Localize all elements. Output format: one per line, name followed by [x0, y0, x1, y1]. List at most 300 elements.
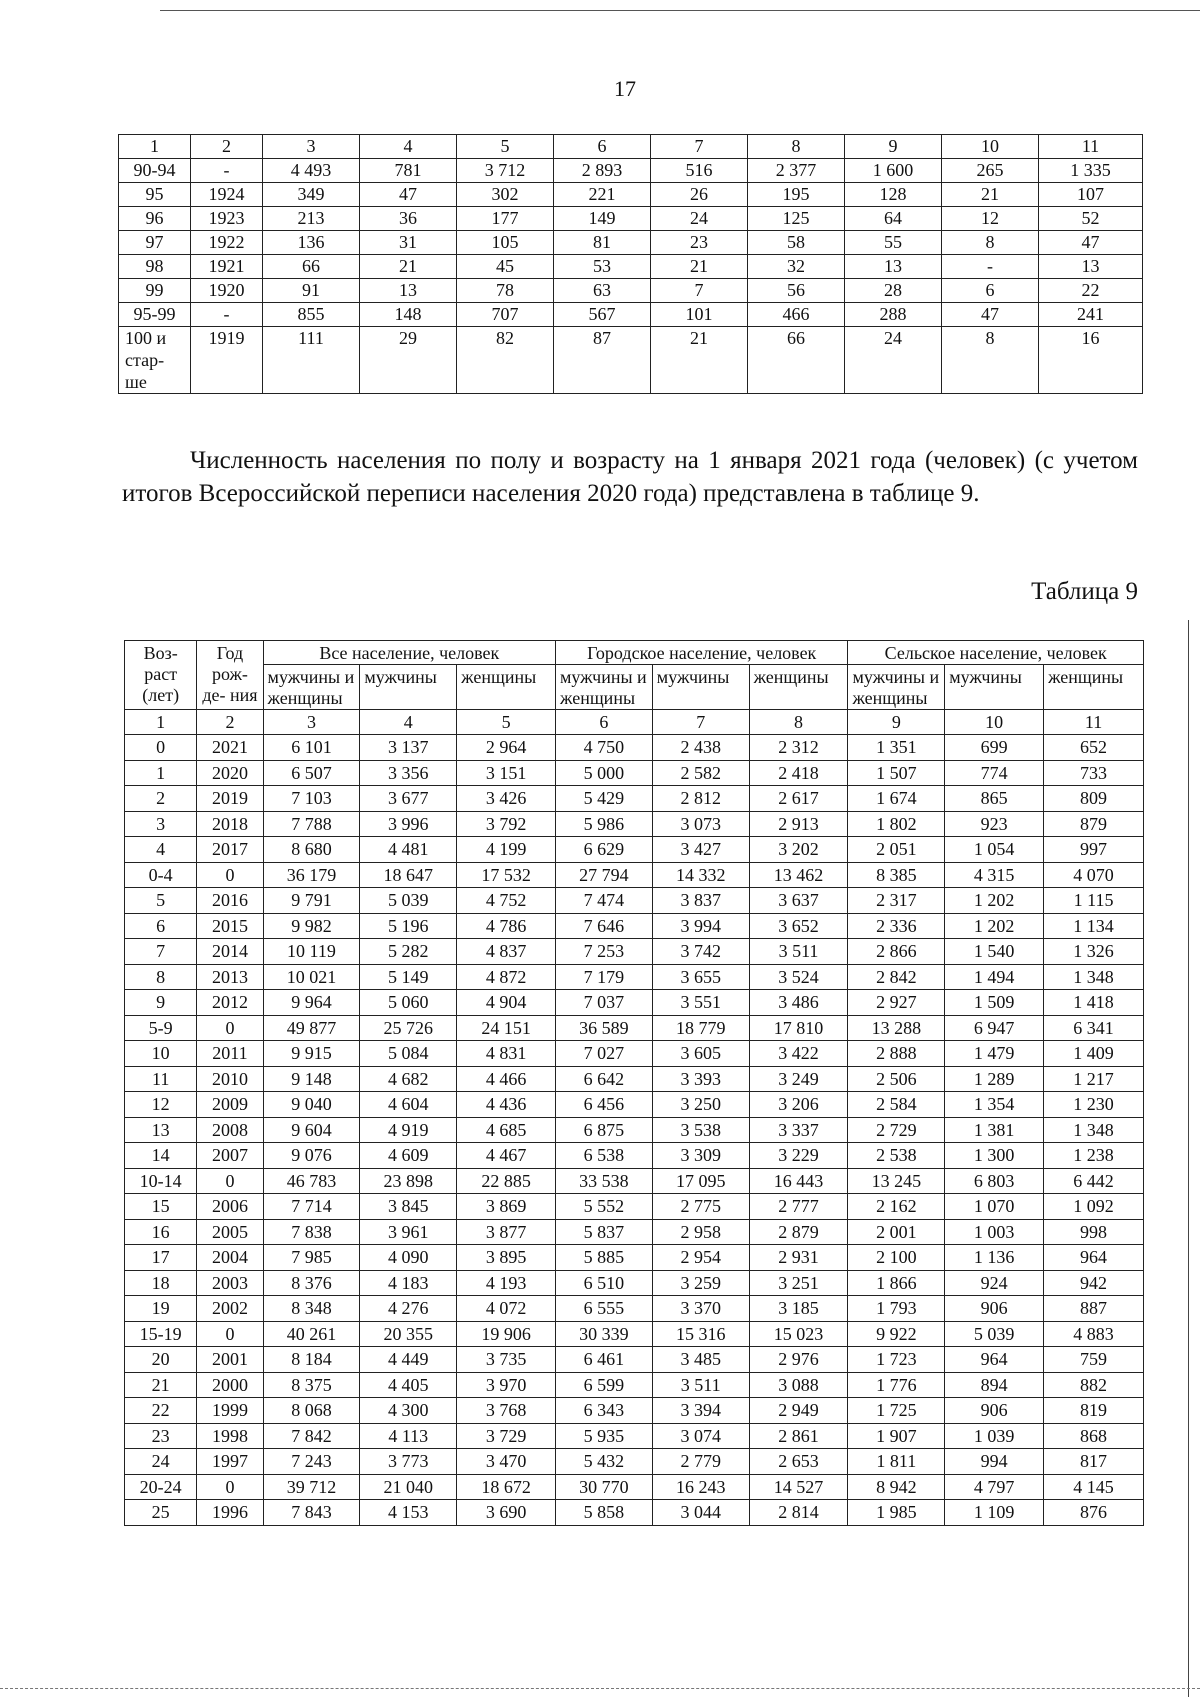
column-number-cell: 10 — [942, 135, 1039, 159]
table-cell: 2014 — [197, 939, 263, 965]
column-number-cell: 8 — [749, 710, 848, 735]
table-cell: 21 — [942, 183, 1039, 207]
table-cell: 4 604 — [360, 1092, 457, 1118]
table-cell: 1 418 — [1044, 990, 1144, 1016]
table-cell: 2 976 — [749, 1347, 848, 1373]
table-cell: 195 — [748, 183, 845, 207]
table-cell: 2007 — [197, 1143, 263, 1169]
table-cell: 2 377 — [748, 159, 845, 183]
table-cell: 8 376 — [263, 1270, 360, 1296]
table-cell: 1 217 — [1044, 1066, 1144, 1092]
table-cell: 774 — [945, 760, 1044, 786]
table-row — [119, 159, 1143, 183]
table-cell: 5 935 — [556, 1423, 653, 1449]
table-cell: 5 432 — [556, 1449, 653, 1475]
table-cell: 2 001 — [848, 1219, 945, 1245]
table-cell: 23 — [125, 1423, 197, 1449]
table-cell: 20 355 — [360, 1321, 457, 1347]
table-cell: 18 672 — [457, 1474, 556, 1500]
table-cell: 3 970 — [457, 1372, 556, 1398]
table-cell: 3 370 — [652, 1296, 749, 1322]
table-cell: 4 466 — [457, 1066, 556, 1092]
table-cell: 1997 — [197, 1449, 263, 1475]
table-cell: 2 312 — [749, 735, 848, 761]
table-cell: 1 509 — [945, 990, 1044, 1016]
table-cell: 855 — [263, 303, 360, 327]
column-number-cell: 1 — [125, 710, 197, 735]
table-cell: 2 931 — [749, 1245, 848, 1271]
table-cell: 3 729 — [457, 1423, 556, 1449]
column-number-row — [119, 135, 1143, 159]
table-cell: 2019 — [197, 786, 263, 812]
table-cell: 2 729 — [848, 1117, 945, 1143]
table-cell: 1 092 — [1044, 1194, 1144, 1220]
table-cell: 81 — [554, 231, 651, 255]
table-cell: 2 964 — [457, 735, 556, 761]
table-cell: 1 348 — [1044, 1117, 1144, 1143]
table-cell: 906 — [945, 1398, 1044, 1424]
table-cell: 1 351 — [848, 735, 945, 761]
table-cell: 7 474 — [556, 888, 653, 914]
table-cell: 998 — [1044, 1219, 1144, 1245]
table-caption: Таблица 9 — [1031, 578, 1138, 605]
table-cell: 4 436 — [457, 1092, 556, 1118]
table-cell: 10 — [125, 1041, 197, 1067]
table-cell: 1923 — [191, 207, 263, 231]
table-cell: 15 — [125, 1194, 197, 1220]
table-cell: 30 770 — [556, 1474, 653, 1500]
table-cell: 21 040 — [360, 1474, 457, 1500]
table-cell: 4 113 — [360, 1423, 457, 1449]
table-cell: 16 243 — [652, 1474, 749, 1500]
table-cell: 9 922 — [848, 1321, 945, 1347]
table-row — [125, 990, 1144, 1016]
column-number-cell: 9 — [845, 135, 942, 159]
table-cell: 2021 — [197, 735, 263, 761]
table-cell: 1 230 — [1044, 1092, 1144, 1118]
table-cell: 149 — [554, 207, 651, 231]
table-cell: 47 — [1039, 231, 1143, 255]
table-cell: 3 735 — [457, 1347, 556, 1373]
column-number-cell: 7 — [652, 710, 749, 735]
table-cell: 6 456 — [556, 1092, 653, 1118]
table-cell: 882 — [1044, 1372, 1144, 1398]
header-rural-men: мужчины — [945, 665, 1044, 710]
table-cell: 0 — [197, 862, 263, 888]
table-cell: 2008 — [197, 1117, 263, 1143]
table-cell: 3 996 — [360, 811, 457, 837]
table-cell: 3 511 — [749, 939, 848, 965]
table-cell: 2 775 — [652, 1194, 749, 1220]
table-cell: 3 677 — [360, 786, 457, 812]
table-cell: 2001 — [197, 1347, 263, 1373]
header-urban-women: женщины — [749, 665, 848, 710]
table-cell: 1 003 — [945, 1219, 1044, 1245]
table-cell: 53 — [554, 255, 651, 279]
table-row — [119, 231, 1143, 255]
table-row — [119, 207, 1143, 231]
header-urban-both: мужчины и женщины — [556, 665, 653, 710]
table-cell: 3 742 — [652, 939, 749, 965]
table-cell: 9 — [125, 990, 197, 1016]
table-cell: 1 136 — [945, 1245, 1044, 1271]
table-cell: 1 070 — [945, 1194, 1044, 1220]
table-row — [125, 786, 1144, 812]
table-cell: 2016 — [197, 888, 263, 914]
table-cell: 516 — [651, 159, 748, 183]
table-cell: 21 — [360, 255, 457, 279]
table-cell: 942 — [1044, 1270, 1144, 1296]
table-cell: 5 986 — [556, 811, 653, 837]
table-cell: 90-94 — [119, 159, 191, 183]
table-cell: 8 — [942, 327, 1039, 394]
table-cell: 2018 — [197, 811, 263, 837]
table-cell: 63 — [554, 279, 651, 303]
table-cell: 3 259 — [652, 1270, 749, 1296]
table-cell: 924 — [945, 1270, 1044, 1296]
table-cell: 3 426 — [457, 786, 556, 812]
table-cell: 14 — [125, 1143, 197, 1169]
table-row — [125, 1041, 1144, 1067]
table-cell: 21 — [651, 255, 748, 279]
table-cell: 47 — [942, 303, 1039, 327]
column-number-cell: 9 — [848, 710, 945, 735]
table-cell: 3 792 — [457, 811, 556, 837]
table-cell: 15 316 — [652, 1321, 749, 1347]
table-cell: 6 101 — [263, 735, 360, 761]
table-cell: 7 985 — [263, 1245, 360, 1271]
table-cell: 733 — [1044, 760, 1144, 786]
table-cell: 6 341 — [1044, 1015, 1144, 1041]
table-cell: 27 794 — [556, 862, 653, 888]
table-cell: 136 — [263, 231, 360, 255]
table-cell: 2 418 — [749, 760, 848, 786]
table-cell: 7 253 — [556, 939, 653, 965]
table-cell: 1 802 — [848, 811, 945, 837]
table-cell: 47 — [360, 183, 457, 207]
table-cell: - — [191, 159, 263, 183]
table-cell: 4 919 — [360, 1117, 457, 1143]
table-cell: 5 196 — [360, 913, 457, 939]
table-cell: 3 044 — [652, 1500, 749, 1526]
table-cell: 3 551 — [652, 990, 749, 1016]
table-cell: 994 — [945, 1449, 1044, 1475]
column-number-cell: 5 — [457, 135, 554, 159]
table-cell: 5 060 — [360, 990, 457, 1016]
table-cell: 64 — [845, 207, 942, 231]
table-cell: 288 — [845, 303, 942, 327]
table-cell: 8 680 — [263, 837, 360, 863]
table-cell: 2002 — [197, 1296, 263, 1322]
table-cell: 4 315 — [945, 862, 1044, 888]
table-cell: 9 964 — [263, 990, 360, 1016]
table-cell: 2 949 — [749, 1398, 848, 1424]
column-number-cell: 11 — [1039, 135, 1143, 159]
table-cell: 8 385 — [848, 862, 945, 888]
table-cell: 1 134 — [1044, 913, 1144, 939]
table-cell: 1 540 — [945, 939, 1044, 965]
table-cell: 2004 — [197, 1245, 263, 1271]
table-cell: 2 336 — [848, 913, 945, 939]
table-cell: 36 — [360, 207, 457, 231]
table-cell: 1 776 — [848, 1372, 945, 1398]
table-cell: 3 652 — [749, 913, 848, 939]
table-row — [125, 1296, 1144, 1322]
table-cell: 7 843 — [263, 1500, 360, 1526]
table-cell: 2020 — [197, 760, 263, 786]
table-cell: 2 779 — [652, 1449, 749, 1475]
table-cell: 1 507 — [848, 760, 945, 786]
table-cell: 22 885 — [457, 1168, 556, 1194]
table-cell: 97 — [119, 231, 191, 255]
table-cell: 4 786 — [457, 913, 556, 939]
table-cell: 2 927 — [848, 990, 945, 1016]
table-row — [119, 183, 1143, 207]
table-cell: 20 — [125, 1347, 197, 1373]
column-number-cell: 1 — [119, 135, 191, 159]
table-cell: 2 866 — [848, 939, 945, 965]
table-cell: 4 072 — [457, 1296, 556, 1322]
table-cell: 91 — [263, 279, 360, 303]
table-cell: 781 — [360, 159, 457, 183]
table-cell: 3 137 — [360, 735, 457, 761]
table-cell: 7 646 — [556, 913, 653, 939]
age-line: ше — [125, 372, 147, 392]
table-cell: 3 637 — [749, 888, 848, 914]
table-cell: 1 985 — [848, 1500, 945, 1526]
column-number-cell: 3 — [263, 135, 360, 159]
scan-edge-top — [160, 10, 1200, 11]
column-number-cell: 4 — [360, 135, 457, 159]
table-cell: 5-9 — [125, 1015, 197, 1041]
table-cell: 2005 — [197, 1219, 263, 1245]
table-cell: 98 — [119, 255, 191, 279]
table-cell: 82 — [457, 327, 554, 394]
table-cell: 2 506 — [848, 1066, 945, 1092]
table-cell: 699 — [945, 735, 1044, 761]
table-cell: 17 — [125, 1245, 197, 1271]
table-cell: 3 229 — [749, 1143, 848, 1169]
table-cell: 1 326 — [1044, 939, 1144, 965]
table-cell: 876 — [1044, 1500, 1144, 1526]
table-cell: 2 814 — [749, 1500, 848, 1526]
table-cell: 13 — [125, 1117, 197, 1143]
table-row — [125, 1092, 1144, 1118]
table-cell: 87 — [554, 327, 651, 394]
table-cell: 3 605 — [652, 1041, 749, 1067]
table-cell: 10-14 — [125, 1168, 197, 1194]
table-cell: 6 947 — [945, 1015, 1044, 1041]
table-cell: 3 655 — [652, 964, 749, 990]
table-cell: 5 — [125, 888, 197, 914]
table-cell: 5 885 — [556, 1245, 653, 1271]
table-cell: 2 317 — [848, 888, 945, 914]
table-cell: 1 039 — [945, 1423, 1044, 1449]
table-cell: 652 — [1044, 735, 1144, 761]
table-cell: 6 343 — [556, 1398, 653, 1424]
table-cell: 3 394 — [652, 1398, 749, 1424]
table-cell: 865 — [945, 786, 1044, 812]
table-cell: 13 — [1039, 255, 1143, 279]
table-cell: 3 088 — [749, 1372, 848, 1398]
header-group-urban: Городское население, человек — [556, 641, 848, 665]
table-cell: 25 726 — [360, 1015, 457, 1041]
table-cell: 1 115 — [1044, 888, 1144, 914]
header-birth-year: Год рож- де- ния — [197, 641, 263, 710]
table-cell: 4 750 — [556, 735, 653, 761]
table-cell: 4 070 — [1044, 862, 1144, 888]
table-cell: 19 — [125, 1296, 197, 1322]
table-cell: 2 888 — [848, 1041, 945, 1067]
table-cell: 6 510 — [556, 1270, 653, 1296]
table-cell: 4 183 — [360, 1270, 457, 1296]
table-cell: 4 145 — [1044, 1474, 1144, 1500]
table-cell: 6 599 — [556, 1372, 653, 1398]
table-cell: 32 — [748, 255, 845, 279]
table-cell: 3 073 — [652, 811, 749, 837]
table-cell: 1 494 — [945, 964, 1044, 990]
table-cell: 265 — [942, 159, 1039, 183]
table-cell: 13 — [360, 279, 457, 303]
table-cell: 1 354 — [945, 1092, 1044, 1118]
table-cell: 23 — [651, 231, 748, 255]
table-cell: 6 875 — [556, 1117, 653, 1143]
table-row — [119, 303, 1143, 327]
table-cell: 7 103 — [263, 786, 360, 812]
table-cell: 17 095 — [652, 1168, 749, 1194]
table-cell: 9 148 — [263, 1066, 360, 1092]
table-cell: 40 261 — [263, 1321, 360, 1347]
table-cell: 101 — [651, 303, 748, 327]
table-cell: 0 — [197, 1168, 263, 1194]
table-cell: 3 356 — [360, 760, 457, 786]
table-cell: 1 674 — [848, 786, 945, 812]
table-cell: 99 — [119, 279, 191, 303]
header-all-women: женщины — [457, 665, 556, 710]
table-cell: 8 942 — [848, 1474, 945, 1500]
table-9-body — [125, 710, 1144, 1526]
table-cell: 5 837 — [556, 1219, 653, 1245]
table-cell: 4 682 — [360, 1066, 457, 1092]
table-cell: 1924 — [191, 183, 263, 207]
table-cell: 4 276 — [360, 1296, 457, 1322]
table-cell: 8 184 — [263, 1347, 360, 1373]
table-cell: 22 — [1039, 279, 1143, 303]
table-cell: 10 021 — [263, 964, 360, 990]
table-cell: 349 — [263, 183, 360, 207]
table-cell: 3 869 — [457, 1194, 556, 1220]
table-cell: 148 — [360, 303, 457, 327]
table-cell: 9 604 — [263, 1117, 360, 1143]
table-cell: 2 538 — [848, 1143, 945, 1169]
table-cell: 16 — [125, 1219, 197, 1245]
table-row — [125, 888, 1144, 914]
table-cell: 0-4 — [125, 862, 197, 888]
table-cell: 997 — [1044, 837, 1144, 863]
table-cell: 6 — [942, 279, 1039, 303]
column-number-cell: 2 — [197, 710, 263, 735]
table-row — [125, 1270, 1144, 1296]
age-line: 100 и — [125, 328, 167, 348]
table-cell: 5 552 — [556, 1194, 653, 1220]
table-cell: 5 429 — [556, 786, 653, 812]
table-cell: 4 837 — [457, 939, 556, 965]
table-cell: 3 249 — [749, 1066, 848, 1092]
table-cell: 5 039 — [945, 1321, 1044, 1347]
table-cell: - — [191, 303, 263, 327]
table-cell: 29 — [360, 327, 457, 394]
table-cell: 125 — [748, 207, 845, 231]
table-row — [125, 1449, 1144, 1475]
table-cell: 2 100 — [848, 1245, 945, 1271]
table-cell: 4 493 — [263, 159, 360, 183]
table-cell: 128 — [845, 183, 942, 207]
column-number-cell: 11 — [1044, 710, 1144, 735]
table-cell: 1 202 — [945, 888, 1044, 914]
table-cell: 3 845 — [360, 1194, 457, 1220]
table-cell: 15-19 — [125, 1321, 197, 1347]
table-cell: 66 — [263, 255, 360, 279]
table-cell: 21 — [125, 1372, 197, 1398]
table-cell: 1921 — [191, 255, 263, 279]
table-cell: 177 — [457, 207, 554, 231]
table-row — [125, 1321, 1144, 1347]
table-cell: 2 584 — [848, 1092, 945, 1118]
table-cell: 17 532 — [457, 862, 556, 888]
table-cell: 3 185 — [749, 1296, 848, 1322]
table-cell: 8 — [125, 964, 197, 990]
scan-edge-bottom — [0, 1688, 1200, 1689]
table-cell: 13 288 — [848, 1015, 945, 1041]
table-cell: 2017 — [197, 837, 263, 863]
table-cell: 21 — [651, 327, 748, 394]
table-cell: 13 — [845, 255, 942, 279]
table-cell: 1 600 — [845, 159, 942, 183]
table-cell: 22 — [125, 1398, 197, 1424]
table-cell: 2011 — [197, 1041, 263, 1067]
table-cell: 2 879 — [749, 1219, 848, 1245]
table-cell: 466 — [748, 303, 845, 327]
table-cell: 3 202 — [749, 837, 848, 863]
column-number-cell: 8 — [748, 135, 845, 159]
table-cell: 3 538 — [652, 1117, 749, 1143]
table-cell: 894 — [945, 1372, 1044, 1398]
table-cell: 4 193 — [457, 1270, 556, 1296]
table-cell: 2013 — [197, 964, 263, 990]
table-cell: 24 151 — [457, 1015, 556, 1041]
column-number-cell: 5 — [457, 710, 556, 735]
table-cell: 3 337 — [749, 1117, 848, 1143]
table-cell: 2006 — [197, 1194, 263, 1220]
table-cell: 2 051 — [848, 837, 945, 863]
table-cell: 7 838 — [263, 1219, 360, 1245]
table-cell: 1 479 — [945, 1041, 1044, 1067]
table-cell: 12 — [125, 1092, 197, 1118]
table-cell: 49 877 — [263, 1015, 360, 1041]
table-row — [125, 1347, 1144, 1373]
table-cell: 8 348 — [263, 1296, 360, 1322]
table-cell: 1 348 — [1044, 964, 1144, 990]
table-cell: 0 — [197, 1321, 263, 1347]
table-cell: 879 — [1044, 811, 1144, 837]
table-cell: 221 — [554, 183, 651, 207]
header-urban-men: мужчины — [652, 665, 749, 710]
table-row — [125, 1143, 1144, 1169]
table-cell: 3 511 — [652, 1372, 749, 1398]
table-row — [125, 1066, 1144, 1092]
table-cell: 12 — [942, 207, 1039, 231]
table-cell: 3 712 — [457, 159, 554, 183]
